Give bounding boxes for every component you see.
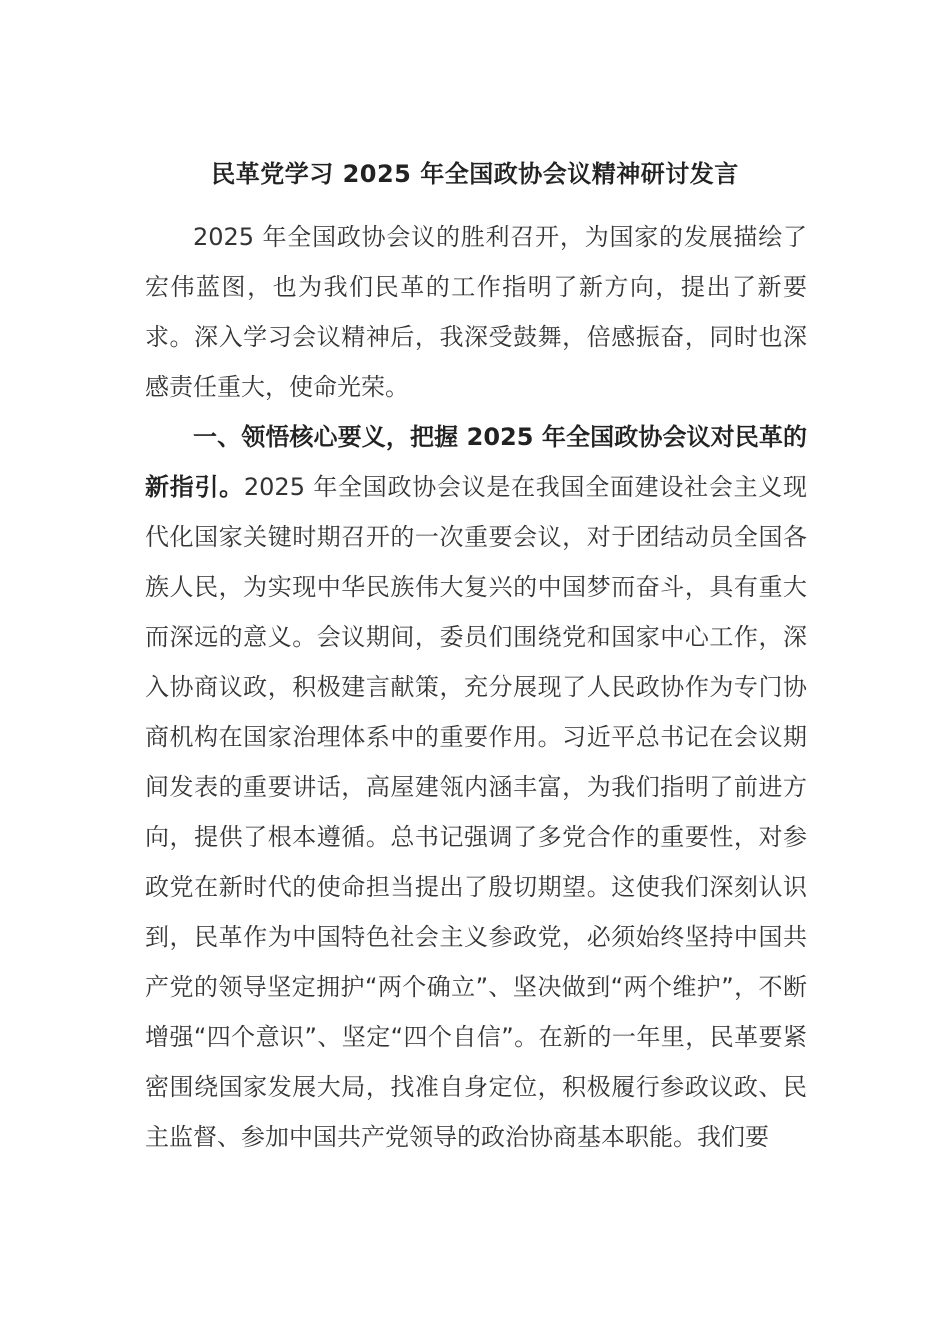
- document-title: 民革党学习 2025 年全国政协会议精神研讨发言: [211, 160, 739, 188]
- paragraph-section-1: [145, 412, 807, 1162]
- section-1-heading: 一、领悟核心要义，把握 2025 年全国政协会议对民革的新指引。: [145, 423, 807, 501]
- paragraph-intro-text: 2025 年全国政协会议的胜利召开，为国家的发展描绘了宏伟蓝图，也为我们民革的工作指明了新方向，提出了新要求。深入学习会议精神后，我深受鼓舞，倍感振奋，同时也深感责任重大，使命光荣。: [145, 223, 807, 401]
- paragraph-section-1-text: 2025 年全国政协会议是在我国全面建设社会主义现代化国家关键时期召开的一次重要会议，对于团结动员全国各族人民，为实现中华民族伟大复兴的中国梦而奋斗，具有重大而深远的意义。会议期间，委员们围绕党和国家中心工作，深入协商议政，积极建言献策，充分展现了人民政协作为专门协商机构在国家治理体系中的重要作用。习近平总书记在会议期间发表的重要讲话，高屋建瓴内涵丰富，为我们指明了前进方向，提供了根本遵循。总书记强调了多党合作的重要性，对参政党在新时代的使命担当提出了殷切期望。这使我们深刻认识到，民革作为中国特色社会主义参政党，必须始终坚持中国共产党的领导坚定拥护“两个确立”、坚决做到“两个维护”，不断增强“四个意识”、坚定“四个自信”。在新的一年里，民革要紧密围绕国家发展大局，找准自身定位，积极履行参政议政、民主监督、参加中国共产党领导的政治协商基本职能。我们要: [145, 473, 807, 1151]
- document-body: [145, 212, 807, 1162]
- paragraph-intro: [145, 212, 807, 412]
